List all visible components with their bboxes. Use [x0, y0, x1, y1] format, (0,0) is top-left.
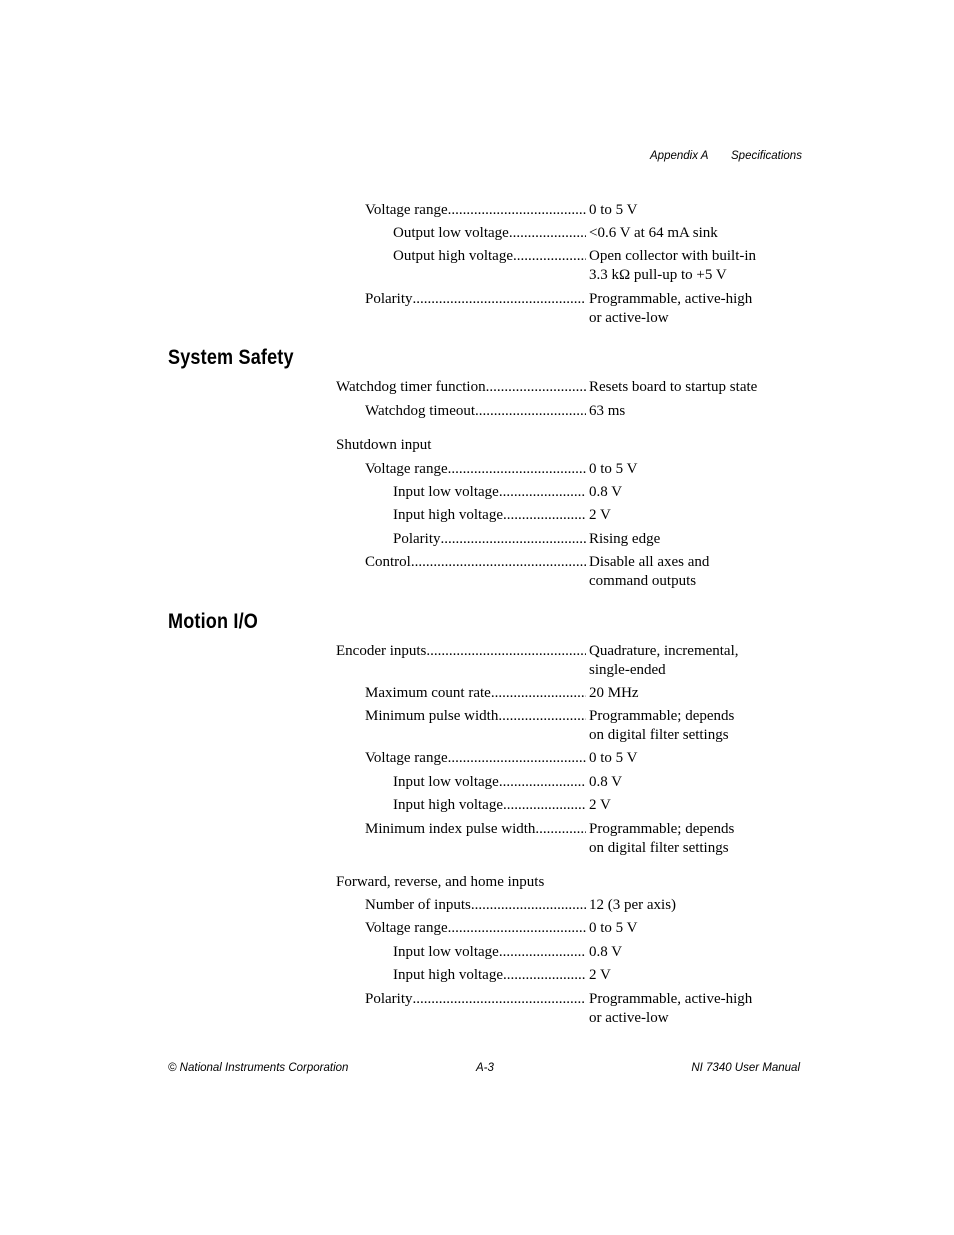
spec-value: Resets board to startup state — [589, 379, 758, 395]
spec-label: Voltage range — [365, 750, 448, 766]
spec-label: Voltage range — [365, 920, 448, 936]
spec-value: 0.8 V — [589, 484, 623, 500]
header-section: Specifications — [731, 150, 802, 162]
spec-value: Programmable, active-high or active-low — [589, 291, 753, 326]
spec-label: Input low voltage — [393, 484, 499, 500]
spec-label: Input low voltage — [393, 774, 499, 790]
spec-value: Rising edge — [589, 531, 661, 547]
spec-value: 0 to 5 V — [589, 461, 638, 477]
spec-value: Open collector with built-in 3.3 kΩ pull-up to +5 V — [589, 248, 757, 283]
spec-value: <0.6 V at 64 mA sink — [589, 225, 718, 241]
footer-page-number: A-3 — [476, 1062, 494, 1074]
section-heading-system-safety: System Safety — [168, 346, 294, 369]
spec-label: Polarity — [365, 991, 413, 1007]
spec-label: Output low voltage — [393, 225, 509, 241]
section-heading-motion-io: Motion I/O — [168, 610, 259, 633]
spec-label: Watchdog timeout — [365, 403, 476, 419]
spec-label: Number of inputs — [365, 897, 471, 913]
group-label-limit-inputs: Forward, reverse, and home inputs — [336, 874, 545, 890]
spec-label: Input high voltage — [393, 967, 503, 983]
spec-label: Input high voltage — [393, 797, 503, 813]
spec-label: Watchdog timer function — [336, 379, 486, 395]
spec-value: 2 V — [589, 797, 611, 813]
footer-copyright: © National Instruments Corporation — [168, 1062, 349, 1074]
spec-label: Maximum count rate — [365, 685, 491, 701]
spec-label: Encoder inputs — [336, 643, 427, 659]
spec-value: 2 V — [589, 507, 611, 523]
spec-label: Voltage range — [365, 202, 448, 218]
spec-value: Disable all axes and command outputs — [589, 554, 710, 589]
spec-label: Voltage range — [365, 461, 448, 477]
spec-label: Output high voltage — [393, 248, 513, 264]
group-label-shutdown-input: Shutdown input — [336, 437, 432, 453]
spec-value: 63 ms — [589, 403, 626, 419]
spec-value: Programmable, active-high or active-low — [589, 991, 753, 1026]
spec-value: 0.8 V — [589, 944, 623, 960]
spec-value: 12 (3 per axis) — [589, 897, 677, 913]
header-appendix: Appendix A — [650, 150, 709, 162]
spec-label: Input low voltage — [393, 944, 499, 960]
spec-label: Control — [365, 554, 411, 570]
spec-value: 0 to 5 V — [589, 202, 638, 218]
footer-manual-title: NI 7340 User Manual — [691, 1062, 800, 1074]
spec-value: 2 V — [589, 967, 611, 983]
spec-value: 0 to 5 V — [589, 750, 638, 766]
spec-label: Minimum index pulse width — [365, 821, 536, 837]
spec-value: 0 to 5 V — [589, 920, 638, 936]
spec-value: Programmable; depends on digital filter settings — [589, 708, 735, 743]
spec-label: Polarity — [393, 531, 441, 547]
spec-value: Programmable; depends on digital filter settings — [589, 821, 735, 856]
spec-value: 0.8 V — [589, 774, 623, 790]
spec-value: Quadrature, incremental, single-ended — [589, 643, 739, 678]
spec-label: Polarity — [365, 291, 413, 307]
spec-value: 20 MHz — [589, 685, 639, 701]
spec-label: Input high voltage — [393, 507, 503, 523]
spec-label: Minimum pulse width — [365, 708, 499, 724]
